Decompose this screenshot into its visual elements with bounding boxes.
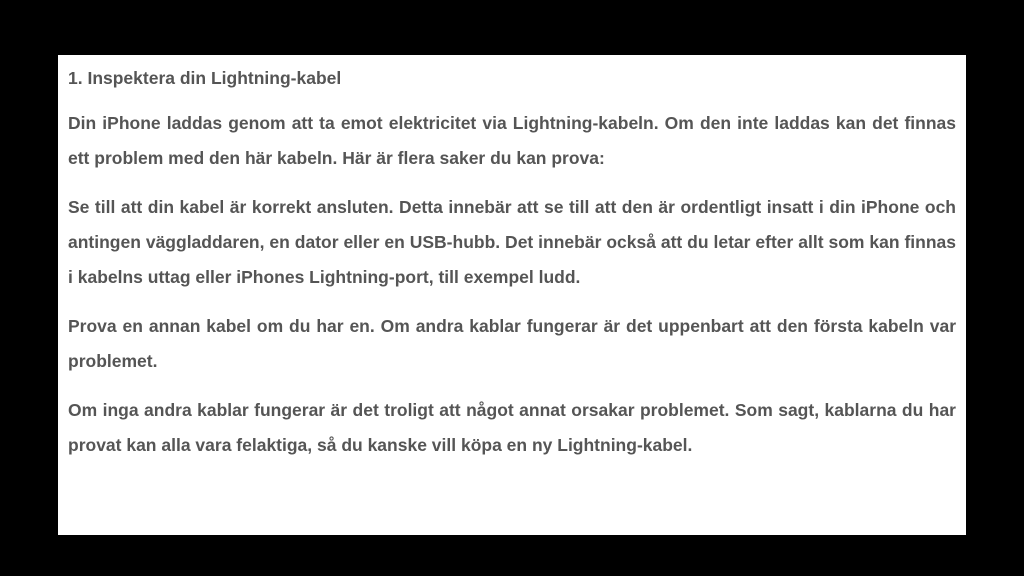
article-card — [58, 55, 966, 535]
paragraph-conclusion: Om inga andra kablar fungerar är det troligt att något annat orsakar problemet. Som sagt, kablarna du har provat kan alla vara felaktiga, så du kanske vill köpa en ny Lightning-kabel. — [68, 400, 956, 455]
paragraph-try-other-cable: Prova en annan kabel om du har en. Om andra kablar fungerar är det uppenbart att den första kabeln var problemet. — [68, 316, 956, 371]
paragraph-check-connection: Se till att din kabel är korrekt ansluten. Detta innebär att se till att den är ordentligt insatt i din iPhone och antingen väggladdaren, en dator eller en USB-hubb. Det innebär också att du letar efter allt som kan finnas i kabelns uttag eller iPhones Lightning-port, till exempel ludd. — [68, 197, 956, 287]
paragraph-intro: Din iPhone laddas genom att ta emot elektricitet via Lightning-kabeln. Om den inte laddas kan det finnas ett problem med den här kabeln. Här är flera saker du kan prova: — [68, 113, 956, 168]
section-heading: 1. Inspektera din Lightning-kabel — [68, 68, 342, 88]
